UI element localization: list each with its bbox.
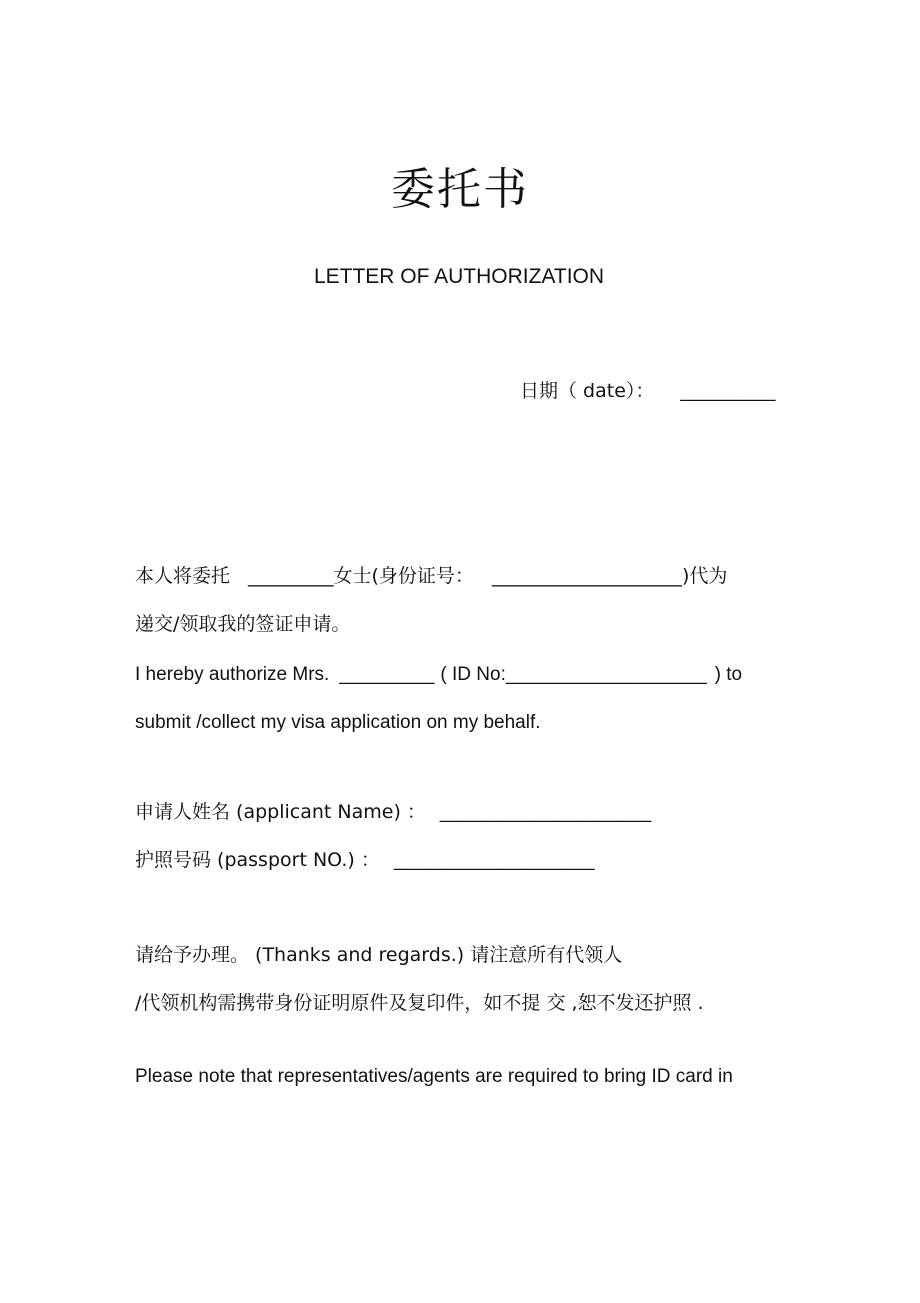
agent-id-blank-en: ___________________ (505, 664, 707, 685)
passport-number-label: 护照号码 (passport NO.) ： (135, 849, 380, 871)
applicant-name-blank: ____________________ (439, 802, 652, 823)
document-title-english: LETTER OF AUTHORIZATION (313, 265, 605, 288)
document-title-chinese: 委托书 (391, 164, 529, 215)
authorization-cn-text-1: 本人将委托 (135, 565, 231, 587)
agent-name-blank-cn: _________ (248, 565, 334, 587)
authorization-cn-line-1 (135, 563, 727, 589)
authorization-en-text-1: I hereby authorize Mrs. (135, 664, 330, 685)
agent-id-blank-cn: ____________________ (491, 565, 682, 587)
closing-line-2: /代领机构需携带身份证明原件及复印件，如不提 交 ,恕不发还护照 . (135, 992, 704, 1014)
authorization-cn-text-2: 女士(身份证号： (333, 565, 474, 587)
closing-line-1: 请给予办理。 (Thanks and regards.) 请注意所有代领人 (135, 944, 623, 966)
authorization-cn-text-3: )代为 (681, 565, 728, 587)
date-label: 日期（ date）： (520, 380, 655, 402)
applicant-name-label: 申请人姓名 (applicant Name) ： (135, 801, 426, 823)
authorization-en-text-3: ) to (714, 664, 743, 685)
authorization-cn-line-2: 递交/领取我的签证申请。 (135, 613, 351, 635)
passport-number-line (135, 847, 595, 874)
passport-number-blank: ___________________ (393, 850, 595, 871)
date-blank: _________ (680, 381, 776, 402)
agent-name-blank-en: _________ (339, 664, 435, 685)
authorization-en-text-2: ( ID No: (440, 664, 506, 685)
authorization-en-line-1 (135, 662, 742, 688)
english-note-line: Please note that representatives/agents are required to bring ID card in (135, 1066, 733, 1087)
applicant-name-line (135, 799, 651, 826)
authorization-en-line-2: submit /collect my visa application on my behalf. (135, 712, 541, 733)
date-line (520, 378, 820, 405)
